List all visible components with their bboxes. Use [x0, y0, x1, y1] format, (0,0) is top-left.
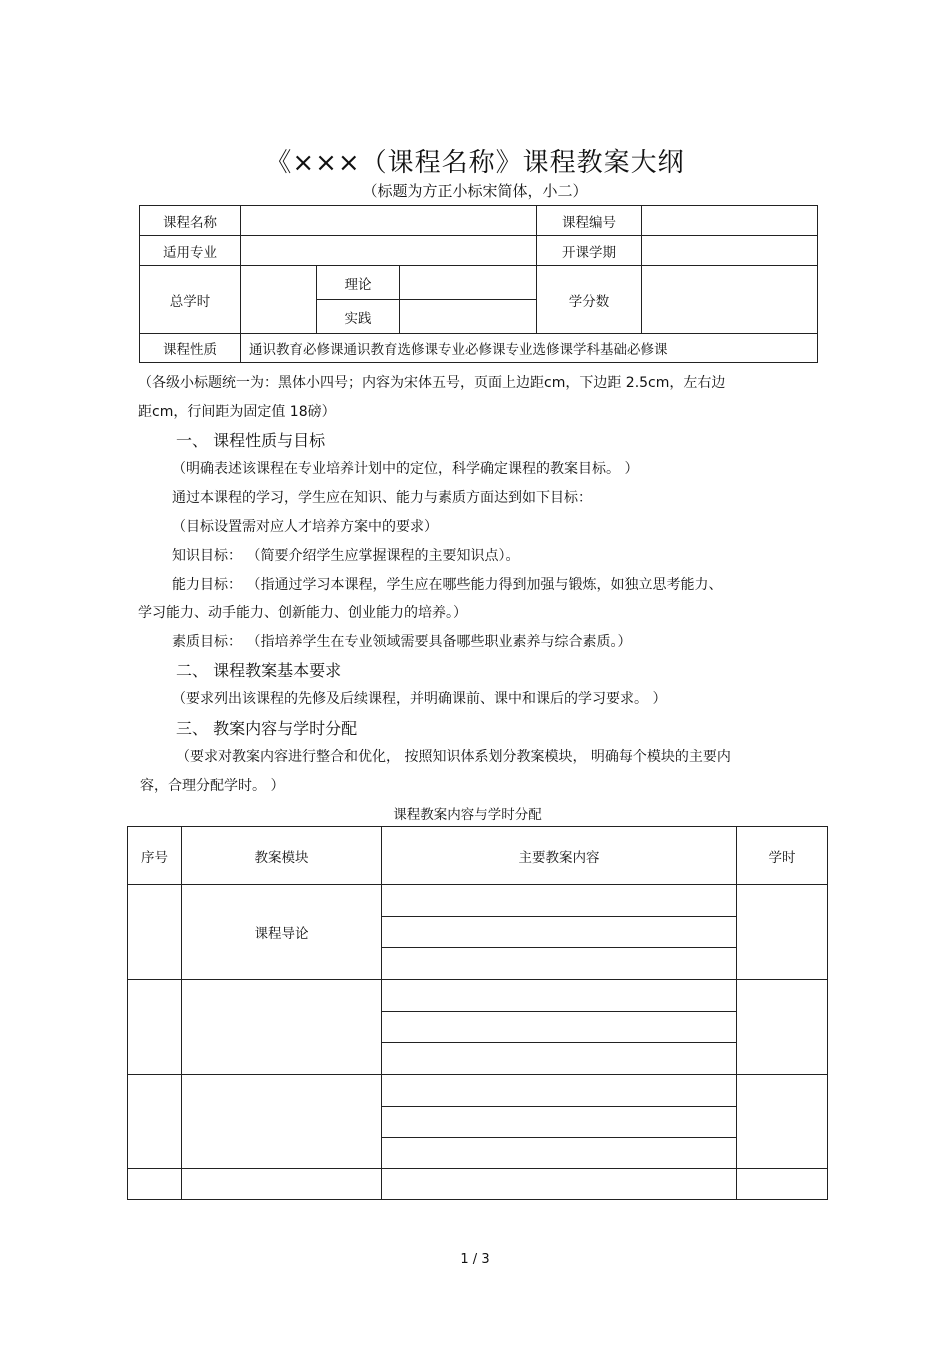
col-header-hours: 学时: [737, 827, 828, 885]
section1-para3: （目标设置需对应人才培养方案中的要求）: [172, 519, 438, 535]
col-header-module: 教案模块: [182, 827, 382, 885]
nature-value: 通识教育必修课通识教育选修课专业必修课专业选修课学科基础必修课: [241, 334, 818, 363]
table-row-no: [128, 1169, 182, 1200]
semester-label: 开课学期: [537, 236, 642, 266]
content-cell: [382, 1043, 737, 1075]
theory-label: 理论: [317, 266, 400, 300]
distribution-table-caption: 课程教案内容与学时分配: [393, 807, 542, 823]
total-hours-label: 总学时: [140, 266, 241, 334]
course-name-label: 课程名称: [140, 206, 241, 236]
table-row-no: [128, 1075, 182, 1169]
module-cell: [182, 980, 382, 1075]
content-cell: [382, 1169, 737, 1200]
theory-cell: [400, 266, 537, 300]
content-cell: [382, 917, 737, 948]
section3-heading: 三、 教案内容与学时分配: [176, 719, 358, 738]
practice-cell: [400, 300, 537, 334]
total-hours-cell: [241, 266, 317, 334]
col-header-no: 序号: [128, 827, 182, 885]
hours-cell: [737, 1075, 828, 1169]
major-cell: [241, 236, 537, 266]
practice-label: 实践: [317, 300, 400, 334]
col-header-content: 主要教案内容: [382, 827, 737, 885]
table-row-no: [128, 980, 182, 1075]
section2-para1: （要求列出该课程的先修及后续课程，并明确课前、课中和课后的学习要求。 ）: [172, 691, 667, 707]
ability-goal-line1: 能力目标： （指通过学习本课程，学生应在哪些能力得到加强与锻炼，如独立思考能力、: [172, 577, 723, 593]
course-name-cell: [241, 206, 537, 236]
quality-goal: 素质目标： （指培养学生在专业领域需要具备哪些职业素养与综合素质。）: [172, 634, 632, 650]
content-cell: [382, 1012, 737, 1043]
major-label: 适用专业: [140, 236, 241, 266]
section1-para1: （明确表述该课程在专业培养计划中的定位，科学确定课程的教案目标。 ）: [172, 461, 639, 477]
content-cell: [382, 1107, 737, 1138]
section1-para2: 通过本课程的学习，学生应在知识、能力与素质方面达到如下目标：: [172, 490, 592, 506]
section2-heading: 二、 课程教案基本要求: [176, 661, 342, 680]
hours-cell: [737, 1169, 828, 1200]
module-cell: [182, 1075, 382, 1169]
page-number: 1 / 3: [460, 1252, 490, 1267]
page-subtitle: （标题为方正小标宋简体，小二）: [362, 182, 588, 200]
semester-cell: [642, 236, 818, 266]
ability-goal-line2: 学习能力、动手能力、创新能力、创业能力的培养。）: [138, 605, 467, 621]
table-row-no: [128, 885, 182, 980]
content-cell: [382, 1075, 737, 1107]
hours-cell: [737, 980, 828, 1075]
course-code-label: 课程编号: [537, 206, 642, 236]
section3-para1: （要求对教案内容进行整合和优化， 按照知识体系划分教案模块， 明确每个模块的主要内: [176, 749, 731, 765]
content-cell: [382, 885, 737, 917]
credits-label: 学分数: [537, 266, 642, 334]
page-title: 《×××（课程名称》课程教案大纲: [265, 148, 685, 178]
hours-cell: [737, 885, 828, 980]
nature-label: 课程性质: [140, 334, 241, 363]
module-intro: 课程导论: [182, 885, 382, 980]
module-cell: [182, 1169, 382, 1200]
knowledge-goal: 知识目标： （简要介绍学生应掌握课程的主要知识点）。: [172, 548, 520, 564]
content-cell: [382, 948, 737, 980]
format-note-line1: （各级小标题统一为：黑体小四号；内容为宋体五号，页面上边距cm，下边距 2.5cm，左右边: [138, 375, 726, 391]
course-code-cell: [642, 206, 818, 236]
section3-para2: 容，合理分配学时。 ）: [140, 778, 285, 794]
credits-cell: [642, 266, 818, 334]
course-info-table: [139, 205, 818, 363]
distribution-table: [127, 826, 828, 1200]
section1-heading: 一、 课程性质与目标: [176, 431, 326, 450]
content-cell: [382, 1138, 737, 1169]
content-cell: [382, 980, 737, 1012]
format-note-line2: 距cm，行间距为固定值 18磅）: [138, 404, 336, 420]
